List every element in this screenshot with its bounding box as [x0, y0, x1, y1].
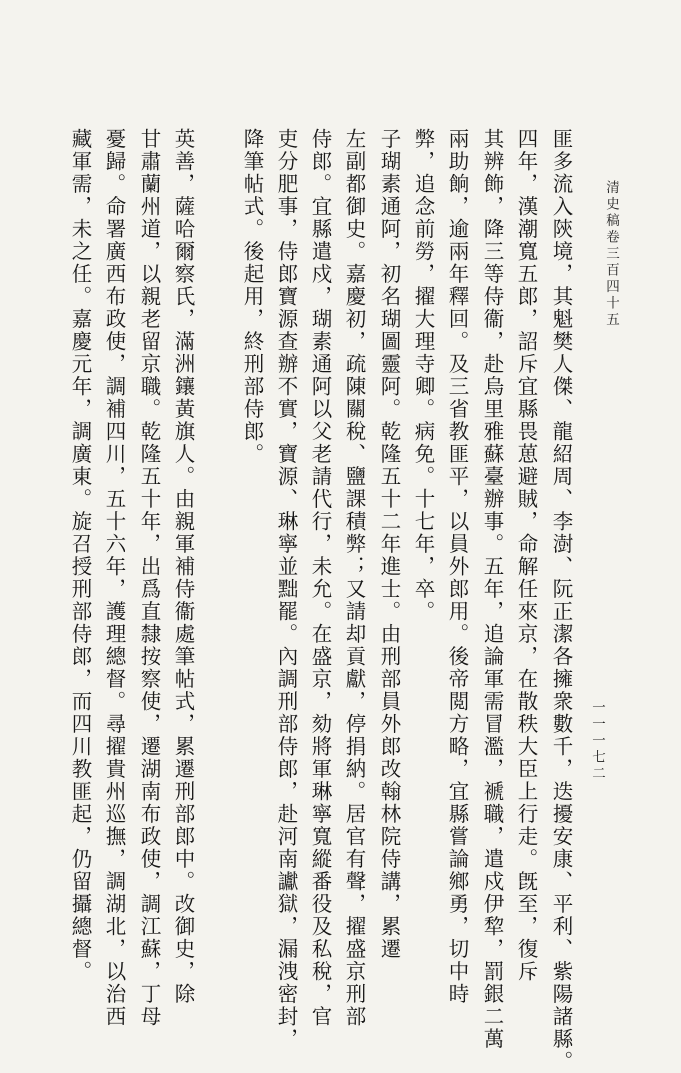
text-column-7: 左副都御史。嘉慶初，疏陳關稅、鹽課積弊；又請却貢獻，停捐納。居官有聲，擢盛京刑部: [342, 128, 366, 1028]
text-column-13: 甘肅蘭州道，以親老留京職。乾隆五十年，出爲直隸按察使，遷湖南布政使，調江蘇，丁母: [137, 128, 161, 1028]
text-column-4: 兩助餉，逾兩年釋回。及三省教匪平，以員外郎用。後帝閲方略，宜縣嘗論鄉勇，切中時: [445, 128, 469, 1006]
running-header: 清史稿卷三百四十五: [603, 180, 619, 329]
page-number: 一一一七二: [589, 700, 605, 783]
text-column-3: 其辨飾，降三等侍衞，赴烏里雅蘇臺辦事。五年，追論軍需冒濫，褫職，遣戍伊犂，罰銀二萬: [480, 128, 504, 1051]
text-column-10: 降筆帖式。後起用，終刑部侍郎。: [240, 128, 264, 466]
text-column-9: 吏分肥事，侍郎寶源查辦不實，寶源、琳寧並黜罷。內調刑部侍郎，赴河南讞獄，漏洩密封，: [274, 128, 298, 1051]
text-column-8: 侍郎。宜縣遣戍，瑚素通阿以父老請代行，未允。在盛京，劾將軍琳寧寬縱番役及私稅，官: [308, 128, 332, 1028]
text-column-1: 匪多流入陝境，其魁樊人傑、龍紹周、李澍、阮正潔各擁衆數千，迭擾安康、平利、紫陽諸縣。: [549, 128, 573, 1073]
text-column-6: 子瑚素通阿，初名瑚圖靈阿。乾隆五十二年進士。由刑部員外郎改翰林院侍講，累遷: [377, 128, 401, 961]
text-column-15: 藏軍需，未之任。嘉慶元年，調廣東。旋召授刑部侍郎，而四川教匪起，仍留攝總督。: [68, 128, 92, 983]
text-column-14: 憂歸。命署廣西布政使，調補四川，五十六年，護理總督。尋擢貴州巡撫，調湖北，以治西: [102, 128, 126, 1028]
text-column-2: 四年，漢潮寬五郎，詔斥宜縣畏葸避賊，命解任來京，在散秩大臣上行走。旣至，復斥: [514, 128, 538, 983]
text-column-5: 弊，追念前勞，擢大理寺卿。病免。十七年，卒。: [411, 128, 435, 623]
text-column-12: 英善，薩哈爾察氏，滿洲鑲黃旗人。由親軍補侍衞處筆帖式，累遷刑部郎中。改御史，除: [171, 128, 195, 1006]
